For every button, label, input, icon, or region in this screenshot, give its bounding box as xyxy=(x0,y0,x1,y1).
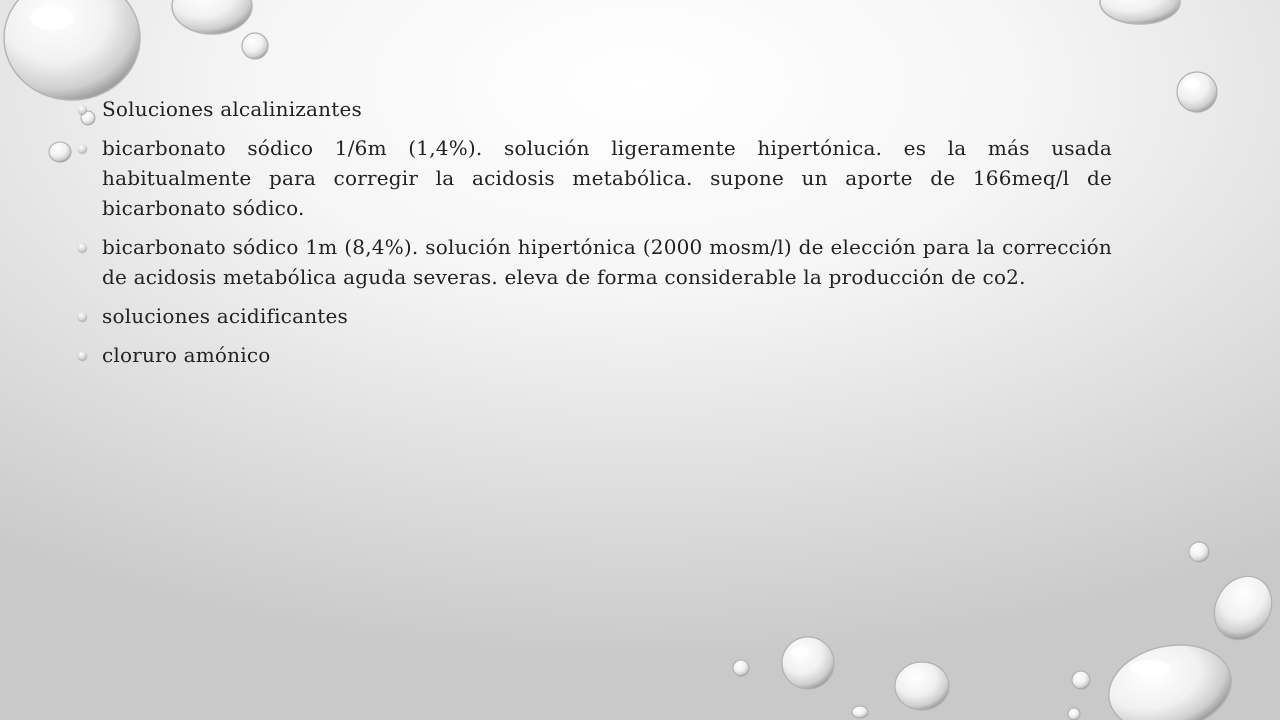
droplet-group-bottom-right xyxy=(1068,542,1280,720)
droplet xyxy=(242,33,268,59)
bullet-dot-icon xyxy=(78,105,87,114)
bullet-item xyxy=(102,232,1112,292)
bullet-text: Soluciones alcalinizantes xyxy=(102,97,362,121)
bullet-item xyxy=(102,301,1112,331)
bullet-item xyxy=(102,94,1112,124)
droplet xyxy=(1100,0,1180,24)
droplet-highlight xyxy=(30,6,74,30)
droplet-group-bottom-center xyxy=(733,637,949,718)
bullet-text: bicarbonato sódico 1/6m (1,4%). solución ligeramente hipertónica. es la más usada habitualmente para corregir la acidosis metabólica. supone un aporte de 166meq/l de bicarbonato sódico. xyxy=(102,136,1112,220)
bullet-dot-icon xyxy=(78,312,87,321)
droplet xyxy=(1068,708,1080,720)
bullet-dot-icon xyxy=(78,351,87,360)
droplet xyxy=(1189,542,1209,562)
droplet xyxy=(782,637,834,689)
droplet xyxy=(49,142,71,162)
droplet-highlight xyxy=(791,647,809,657)
bullet-text: cloruro amónico xyxy=(102,343,271,367)
droplet-highlight xyxy=(1184,79,1200,89)
bullet-text: bicarbonato sódico 1m (8,4%). solución hipertónica (2000 mosm/l) de elección para la corrección de acidosis metabólica aguda severas. eleva de forma considerable la producción de co2. xyxy=(102,235,1112,289)
droplet-highlight xyxy=(1130,660,1170,676)
droplet-group-top-right xyxy=(1100,0,1217,112)
droplet xyxy=(1072,671,1090,689)
droplet xyxy=(1203,566,1280,650)
droplet xyxy=(733,660,749,676)
droplet xyxy=(1177,72,1217,112)
bullet-text: soluciones acidificantes xyxy=(102,304,349,328)
droplet xyxy=(895,662,949,710)
droplet xyxy=(852,706,868,718)
bullet-item xyxy=(102,133,1112,223)
slide-body xyxy=(102,94,1112,379)
bullet-dot-icon xyxy=(78,144,87,153)
droplet xyxy=(1101,634,1240,720)
bullet-item xyxy=(102,340,1112,370)
droplet xyxy=(172,0,252,34)
bullet-dot-icon xyxy=(78,243,87,252)
